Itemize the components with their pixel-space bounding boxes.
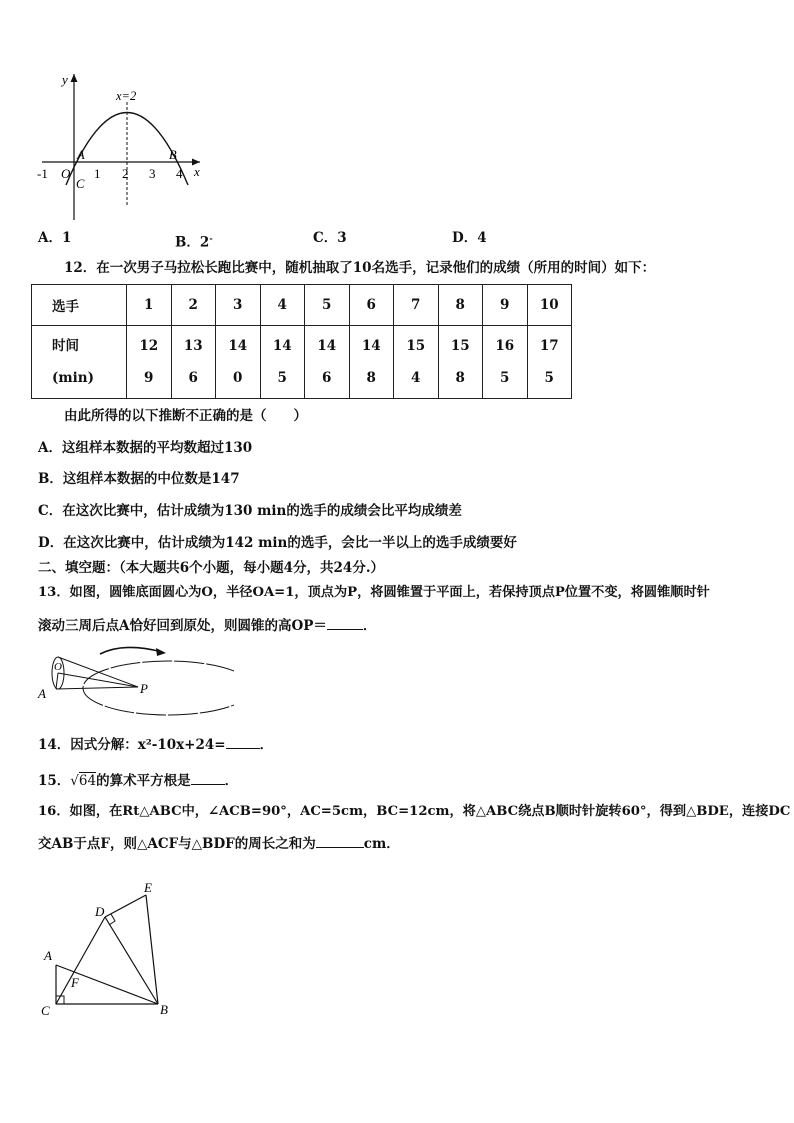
triangle-label-a: A [44,948,52,963]
time-bottom: 8 [366,370,376,386]
tick-label: -1 [37,166,48,181]
q11-option-b-text: B．2 [175,234,210,251]
time-top: 13 [183,338,203,354]
q11-option-b: B．2- [175,233,213,251]
origin-label: O [61,166,71,181]
table-cell: 5 [305,285,350,326]
time-bottom: 6 [322,370,332,386]
symmetry-line-label: x=2 [116,89,137,103]
cone-slant-bottom [56,687,138,689]
table-cell: 4 [260,285,305,326]
tick-label: 1 [94,166,101,181]
radius-oa [56,673,58,689]
table-header-time [32,326,127,399]
table-cell [349,326,394,399]
time-bottom: 5 [544,370,554,386]
table-cell: 10 [527,285,572,326]
time-top: 14 [361,338,381,354]
q15-radicand: 64 [78,773,97,789]
q14-end: ． [259,737,274,753]
table-cell [171,326,216,399]
tick-label: 4 [176,166,183,181]
time-top: 17 [539,338,559,354]
segment-dc [56,917,105,1004]
answer-blank[interactable] [316,847,364,848]
table-header-time-bottom: (min) [52,370,95,386]
parabola-graph [36,70,206,225]
q16-line2-end: cm． [363,836,400,852]
cone-label-p: P [140,681,148,696]
answer-blank[interactable] [191,784,225,785]
triangle-label-d: D [95,904,105,919]
q13-line2 [38,617,376,635]
time-bottom: 8 [455,370,465,386]
q12-question: 由此所得的以下推断不正确的是（ ） [64,408,307,424]
table-cell: 3 [216,285,261,326]
time-top: 14 [228,338,248,354]
table-row [32,285,572,326]
y-axis-arrow [71,74,78,82]
table-cell [216,326,261,399]
tick-label: 2 [122,166,129,181]
point-a-label: A [77,148,85,162]
x-axis-label: x [194,164,200,179]
q13-line1: 13．如图，圆锥底面圆心为O，半径OA=1，顶点为P，将圆锥置于平面上，若保持顶点P位置不变，将圆锥顺时针 [38,585,710,600]
rotation-arrow-head [156,648,166,656]
table-row [32,326,572,399]
table-cell: 7 [394,285,439,326]
cone-figure [34,640,234,720]
answer-blank[interactable] [327,629,363,630]
q16-line1: 16．如图，在Rt△ABC中，∠ACB=90°，AC=5cm，BC=12cm，将△ABC绕点B顺时针旋转60°，得到△BDE，连接DC [38,804,791,819]
sqrt-symbol: √ [70,773,79,789]
cone-slant-top [58,657,138,687]
point-b-label: B [169,148,177,162]
q14-text: 14．因式分解：x²-10x+24= [38,737,226,753]
rotation-arrow [100,647,162,654]
table-cell [394,326,439,399]
q12-option-b: B．这组样本数据的中位数是147 [38,471,240,487]
table-cell [438,326,483,399]
y-axis-label: y [62,72,68,87]
table-cell [483,326,528,399]
table-cell: 6 [349,285,394,326]
table-cell [260,326,305,399]
time-bottom: 9 [144,370,154,386]
q15 [38,772,238,790]
time-top: 14 [272,338,292,354]
table-header-player: 选手 [32,285,127,326]
q11-option-d: D．4 [452,230,487,246]
table-header-time-top: 时间 [52,338,79,354]
triangle-label-b: B [160,1002,168,1017]
time-top: 12 [139,338,159,354]
q15-end: ． [224,773,239,789]
q16-line2-text: 交AB于点F，则△ACF与△BDF的周长之和为 [38,836,316,852]
right-angle-mark-d [109,914,115,925]
table-cell: 9 [483,285,528,326]
triangle-label-e: E [144,880,152,895]
time-top: 15 [406,338,426,354]
time-bottom: 0 [233,370,243,386]
q15-prefix: 15． [38,773,71,789]
q13-line2-text: 滚动三周后点A恰好回到原处，则圆锥的高OP＝ [38,618,327,634]
point-c-label: C [76,177,85,191]
time-bottom: 4 [411,370,421,386]
q15-text: 的算术平方根是 [96,773,191,789]
section-heading: 二、填空题：（本大题共6个小题，每小题4分，共24分.） [38,560,385,576]
time-top: 14 [317,338,337,354]
cone-label-a: A [38,686,46,701]
cone-axis-op [58,673,138,687]
q11-option-a: A．1 [38,230,72,246]
triangle-figure [36,878,186,1028]
time-top: 16 [495,338,515,354]
time-bottom: 5 [277,370,287,386]
table-cell [305,326,350,399]
q12-stem: 12．在一次男子马拉松长跑比赛中，随机抽取了10名选手，记录他们的成绩（所用的时间）如下： [64,260,656,276]
time-bottom: 6 [188,370,198,386]
q16-line2 [38,835,400,853]
tick-label: 3 [149,166,156,181]
q14 [38,736,273,754]
time-bottom: 5 [500,370,510,386]
cone-label-o: O [54,661,62,673]
time-top: 15 [450,338,470,354]
q11-option-c: C．3 [313,230,347,246]
q12-option-d: D．在这次比赛中，估计成绩为142 min的选手，会比一半以上的选手成绩要好 [38,535,517,551]
table-cell: 1 [127,285,172,326]
table-cell [127,326,172,399]
segment-de [105,895,146,917]
table-cell: 2 [171,285,216,326]
triangle-label-f: F [71,975,79,990]
table-cell: 8 [438,285,483,326]
q12-option-c: C．在这次比赛中，估计成绩为130 min的选手的成绩会比平均成绩差 [38,503,462,519]
table-cell [527,326,572,399]
q13-line2-end: ． [362,618,377,634]
q12-option-a: A．这组样本数据的平均数超过130 [38,440,253,456]
triangle-label-c: C [41,1003,50,1018]
q12-table [31,284,572,399]
answer-blank[interactable] [226,748,260,749]
